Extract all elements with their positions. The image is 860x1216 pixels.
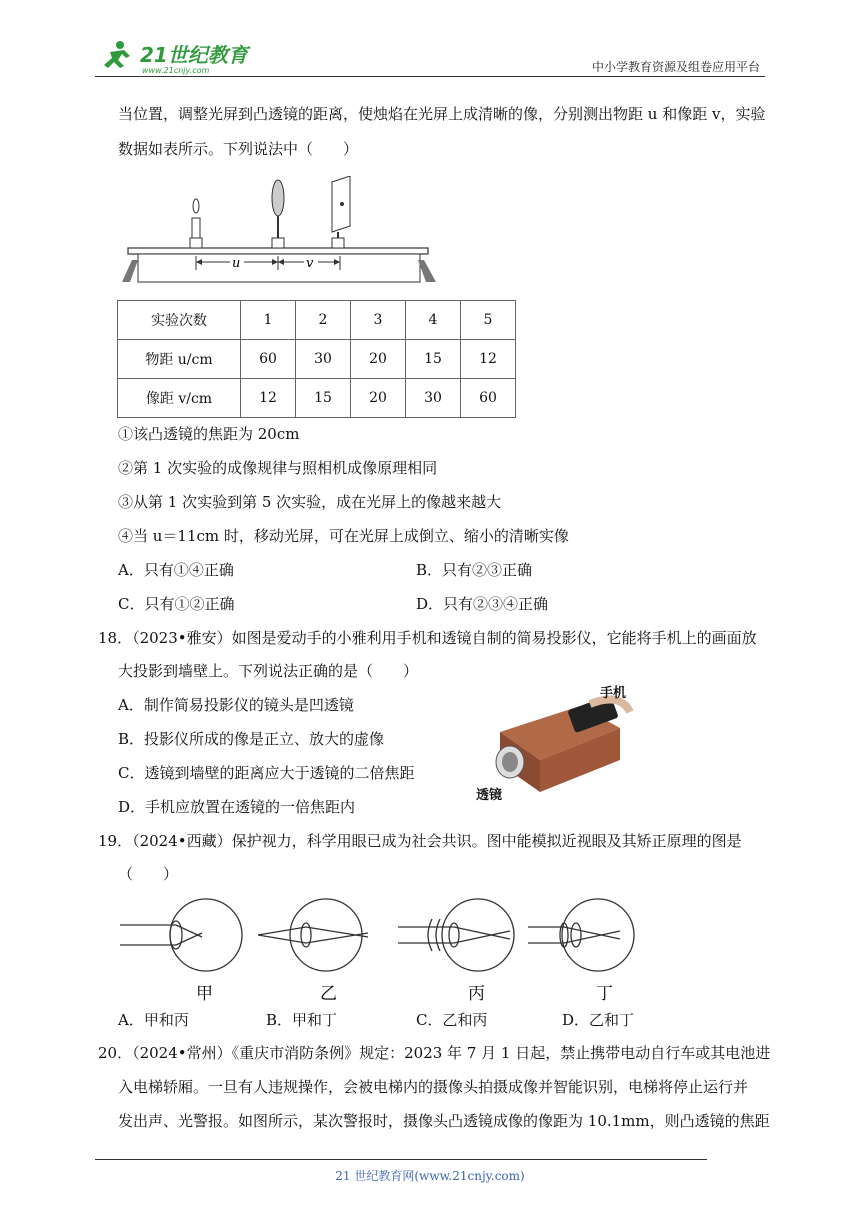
q19-option-c[interactable]: C．乙和丙	[416, 1011, 488, 1029]
eye-label-4: 丁	[596, 984, 613, 1004]
eye-label-1: 甲	[196, 984, 213, 1004]
q17-statement-3: ③从第 1 次实验到第 5 次实验，成在光屏上的像越来越大	[118, 493, 502, 511]
q17-statement-4: ④当 u＝11cm 时，移动光屏，可在光屏上成倒立、缩小的清晰实像	[118, 527, 569, 545]
table-row	[118, 301, 516, 340]
table-cell: 5	[461, 301, 516, 340]
q17-option-a[interactable]: A．只有①④正确	[118, 561, 234, 579]
optical-bench-figure	[118, 176, 440, 288]
table-row	[118, 340, 516, 379]
table-row	[118, 379, 516, 418]
table-cell: 15	[406, 340, 461, 379]
table-cell: 20	[351, 340, 406, 379]
q17-option-b[interactable]: B．只有②③正确	[416, 561, 533, 579]
eye-diagrams	[118, 895, 648, 1005]
fig-label-u: u	[232, 256, 241, 271]
footer-link[interactable]: 21 世纪教育网(www.21cnjy.com)	[335, 1169, 525, 1183]
table-cell: 3	[351, 301, 406, 340]
table-cell: 物距 u/cm	[118, 340, 241, 379]
q17-text-line1: 当位置，调整光屏到凸透镜的距离，使烛焰在光屏上成清晰的像，分别测出物距 u 和像距 v，实验	[118, 105, 766, 123]
table-cell: 30	[296, 340, 351, 379]
table-cell: 1	[241, 301, 296, 340]
q18-text-line1: 18．（2023•雅安）如图是爱动手的小雅利用手机和透镜自制的简易投影仪，它能将手机上的画面放	[98, 629, 757, 647]
q20-text-line1: 20．（2024•常州）《重庆市消防条例》规定：2023 年 7 月 1 日起，禁止携带电动自行车或其电池进	[98, 1044, 771, 1062]
table-cell: 实验次数	[118, 301, 241, 340]
logo-text: 21世纪教育	[140, 43, 248, 67]
q19-option-d[interactable]: D．乙和丁	[562, 1011, 635, 1029]
q18-option-b[interactable]: B．投影仪所成的像是正立、放大的虚像	[118, 730, 385, 748]
fig-label-v: v	[306, 256, 314, 271]
table-cell: 30	[406, 379, 461, 418]
experiment-data-table	[117, 300, 516, 418]
table-cell: 60	[461, 379, 516, 418]
eye-label-2: 乙	[320, 984, 337, 1004]
platform-name: 中小学教育资源及组卷应用平台	[591, 60, 760, 74]
fig-label-lens: 透镜	[476, 788, 503, 803]
table-cell: 15	[296, 379, 351, 418]
projector-figure	[470, 682, 640, 802]
header-divider	[95, 76, 765, 77]
q19-option-a[interactable]: A．甲和丙	[118, 1011, 189, 1029]
q18-option-a[interactable]: A．制作简易投影仪的镜头是凹透镜	[118, 696, 354, 714]
q20-text-line2: 入电梯轿厢。一旦有人违规操作，会被电梯内的摄像头拍摄成像并智能识别，电梯将停止运行并	[118, 1078, 749, 1096]
q17-statement-1: ①该凸透镜的焦距为 20cm	[118, 425, 300, 443]
fig-label-phone: 手机	[600, 686, 627, 701]
q19-text-line1: 19．（2024•西藏）保护视力，科学用眼已成为社会共识。图中能模拟近视眼及其矫正原理的图是	[98, 832, 742, 850]
logo-url: www.21cnjy.com	[142, 66, 210, 75]
q18-option-d[interactable]: D．手机应放置在透镜的一倍焦距内	[118, 798, 356, 816]
site-logo	[100, 38, 260, 76]
q20-text-line3: 发出声、光警报。如图所示，某次警报时，摄像头凸透镜成像的像距为 10.1mm，则凸透镜的焦距	[118, 1112, 770, 1130]
q17-text-line2: 数据如表所示。下列说法中（ ）	[118, 140, 359, 158]
table-cell: 4	[406, 301, 461, 340]
table-cell: 像距 v/cm	[118, 379, 241, 418]
footer-divider	[95, 1159, 707, 1160]
q17-option-c[interactable]: C．只有①②正确	[118, 595, 235, 613]
q19-text-line2: （ ）	[118, 865, 179, 883]
q18-text-line2: 大投影到墙壁上。下列说法正确的是（ ）	[118, 662, 419, 680]
table-cell: 2	[296, 301, 351, 340]
q19-option-b[interactable]: B．甲和丁	[266, 1011, 338, 1029]
table-cell: 60	[241, 340, 296, 379]
table-cell: 20	[351, 379, 406, 418]
q17-statement-2: ②第 1 次实验的成像规律与照相机成像原理相同	[118, 459, 438, 477]
table-cell: 12	[461, 340, 516, 379]
q17-option-d[interactable]: D．只有②③④正确	[416, 595, 549, 613]
eye-label-3: 丙	[468, 984, 485, 1004]
q18-option-c[interactable]: C．透镜到墙壁的距离应大于透镜的二倍焦距	[118, 764, 415, 782]
table-cell: 12	[241, 379, 296, 418]
